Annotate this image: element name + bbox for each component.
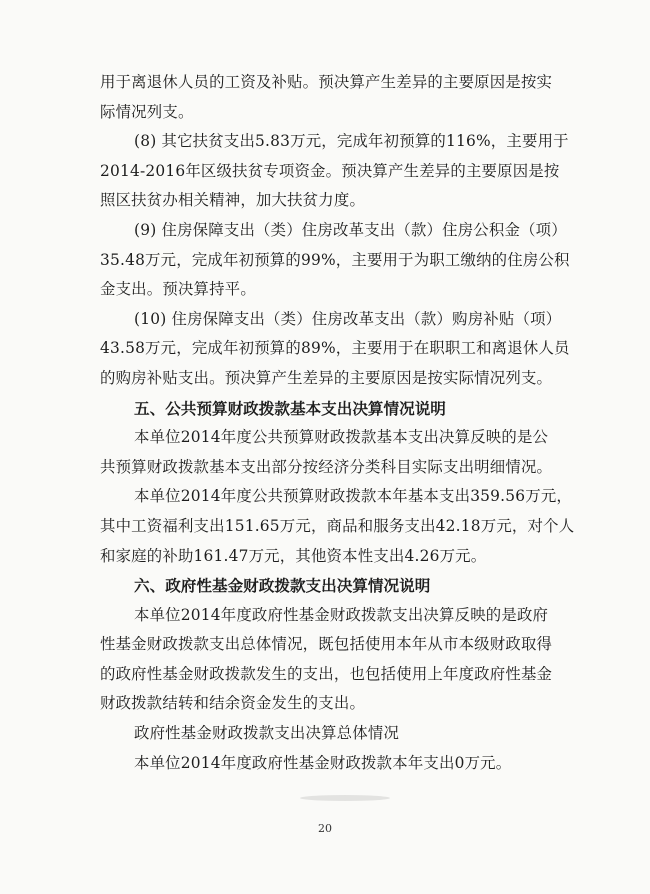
text-line: 35.48万元，完成年初预算的99%，主要用于为职工缴纳的住房公积 [100, 250, 570, 269]
paragraph [100, 216, 568, 305]
paragraph [100, 482, 575, 571]
section-heading: 五、公共预算财政拨款基本支出决算情况说明 [134, 398, 446, 418]
text-line: 43.58万元，完成年初预算的89%，主要用于在职职工和离退休人员 [100, 339, 570, 358]
text-line: 政府性基金财政拨款支出决算总体情况 [134, 724, 400, 743]
paragraph [100, 127, 568, 216]
text-line: 的政府性基金财政拨款发生的支出，也包括使用上年度政府性基金 [100, 664, 553, 683]
text-line: 其中工资福利支出151.65万元，商品和服务支出42.18万元，对个人 [100, 516, 575, 535]
text-line: 和家庭的补助161.47万元，其他资本性支出4.26万元。 [100, 546, 487, 565]
text-line: (8) 其它扶贫支出5.83万元，完成年初预算的116%，主要用于 [134, 132, 569, 151]
paragraph [100, 749, 568, 779]
text-line: 本单位2014年度政府性基金财政拨款支出决算反映的是政府 [134, 605, 549, 624]
text-line: 财政拨款结转和结余资金发生的支出。 [100, 694, 366, 713]
text-line: 际情况列支。 [100, 102, 194, 121]
paragraph [100, 719, 568, 749]
document-body [100, 68, 575, 778]
paragraph [100, 305, 568, 394]
text-line: (10) 住房保障支出（类）住房改革支出（款）购房补贴（项） [134, 309, 562, 328]
text-line: 共预算财政拨款基本支出部分按经济分类科目实际支出明细情况。 [100, 457, 553, 476]
text-line: 的购房补贴支出。预决算产生差异的主要原因是按实际情况列支。 [100, 368, 553, 387]
text-line: (9) 住房保障支出（类）住房改革支出（款）住房公积金（项） [134, 220, 567, 239]
scan-smudge [300, 795, 390, 801]
text-line: 性基金财政拨款支出总体情况，既包括使用本年从市本级财政取得 [100, 635, 553, 654]
text-line: 金支出。预决算持平。 [100, 280, 256, 299]
text-line: 本单位2014年度公共预算财政拨款基本支出决算反映的是公 [134, 428, 549, 447]
text-line: 本单位2014年度政府性基金财政拨款本年支出0万元。 [134, 753, 512, 772]
paragraph [100, 68, 568, 127]
page-number: 20 [318, 822, 332, 835]
section-heading: 六、政府性基金财政拨款支出决算情况说明 [134, 576, 431, 596]
text-line: 本单位2014年度公共预算财政拨款本年基本支出359.56万元， [134, 487, 573, 506]
text-line: 2014-2016年区级扶贫专项资金。预决算产生差异的主要原因是按 [100, 161, 560, 180]
text-line: 照区扶贫办相关精神，加大扶贫力度。 [100, 191, 366, 210]
paragraph [100, 601, 568, 719]
paragraph [100, 423, 568, 482]
text-line: 用于离退休人员的工资及补贴。预决算产生差异的主要原因是按实 [100, 73, 553, 91]
